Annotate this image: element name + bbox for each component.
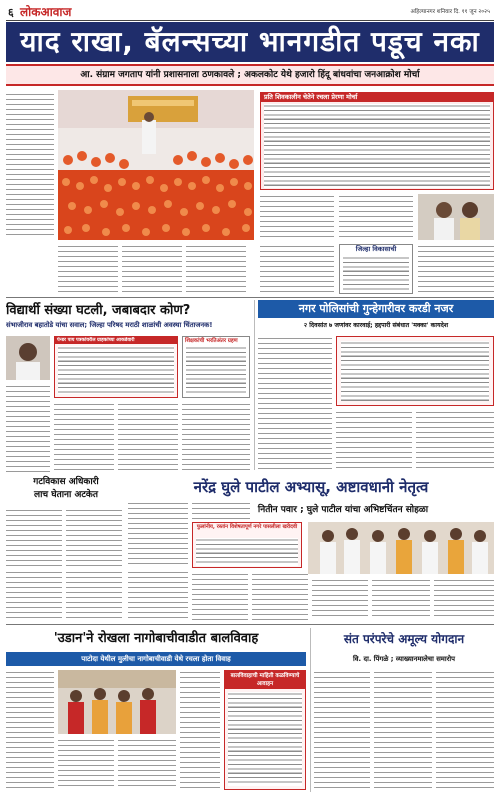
flower-box	[192, 522, 302, 568]
section-divider-v1	[254, 300, 255, 470]
lead-body-col2	[58, 244, 118, 294]
masthead-logo: लोकआवाज	[20, 5, 72, 19]
flower-box-title: फुलांनीय, रस्तांन विशेषतापूर्ण नगरे पासलीला खरीदवी	[196, 524, 298, 530]
election-subhead: नितीन पवार ; घुले पाटील यांचा अभिष्टचिंतन सोहळा	[257, 505, 429, 515]
wardcard-headline: नगर पोलिसांची गुन्हेगारीवर करडी नजर	[258, 300, 494, 318]
saints-headline: संत परंपरेचे अमूल्य योगदान	[343, 632, 465, 646]
wardcard-box-text	[341, 341, 489, 401]
saints-body-col2	[374, 670, 432, 790]
students-body-col3	[118, 402, 178, 472]
lead-body-col4	[186, 244, 246, 294]
wardcard-subhead: २ दिवसांत ७ जणांवर कारवाई; हद्दपारी संबंधात 'मक्का' कायदेश	[303, 322, 449, 329]
nag-body-col2	[58, 738, 114, 790]
election-body-col3	[312, 578, 368, 620]
lead-body-col5	[260, 244, 334, 294]
wedding-photo-graphic	[58, 670, 176, 734]
lead-headline: याद राखा, बॅलन्सच्या भानगडीत पडूच नका	[6, 22, 494, 62]
bottom-section-rule	[6, 624, 494, 625]
nag-body-col3	[118, 738, 176, 790]
officer-body-col2	[66, 508, 122, 566]
students-side-box-title: शिक्षकांची भरतिअंतर ग्रहण	[185, 338, 238, 344]
students-photo	[6, 336, 50, 380]
crowd-photo-graphic	[58, 90, 254, 240]
wardcard-body-col2	[336, 410, 412, 470]
election-body-col2	[252, 572, 308, 620]
officer-body-col6	[66, 570, 122, 620]
students-body-col4	[182, 402, 250, 472]
students-table-box-title: पेन्डर पाय पत्रकांवरील ग्राहकांच्या आकडेवारी	[55, 337, 177, 344]
lead-photo	[58, 90, 254, 240]
notice-box-text	[228, 692, 302, 786]
lead-body-right-a	[260, 194, 334, 240]
city-box-title: जिल्हा विकासाची	[355, 245, 397, 253]
masthead-dateline: अहिल्यानगर शनिवार दि. ११ जून २०२५	[410, 9, 490, 15]
notice-box	[224, 670, 306, 790]
flower-box-text	[196, 538, 298, 566]
inline-photo	[418, 194, 494, 240]
election-photo	[308, 522, 494, 574]
election-body-col4	[372, 578, 430, 620]
nag-headline: 'उडान'ने रोखला नागोबाचीवाडीत बालविवाह	[53, 631, 259, 646]
nag-body-col4	[180, 670, 220, 790]
officer-headline-line2: लाच घेताना अटकेत	[34, 490, 98, 500]
lead-section-rule	[6, 297, 494, 298]
officer-body-col5	[6, 570, 62, 620]
nag-body-col1	[6, 670, 54, 790]
masthead-rule	[6, 20, 494, 21]
wardcard-body-col1	[258, 336, 332, 470]
wardcard-body-col3	[416, 410, 494, 470]
election-headline: नरेंद्र घुले पाटील अभ्यासू, अष्टावधानी नेतृत्व	[128, 474, 494, 500]
election-body-col5	[434, 578, 494, 620]
nag-subhead: पाटोदा येथील मुलीचा नागोबाचीवाडी येथे रचला होता विवाह	[6, 652, 306, 666]
felicitation-photo-graphic	[308, 522, 494, 574]
portrait-graphic	[418, 194, 494, 240]
students-table-grid	[58, 346, 174, 394]
students-table-box	[54, 336, 178, 398]
lead-body-col1	[6, 92, 54, 239]
lead-body-col6	[418, 244, 494, 294]
saints-body-col3	[436, 670, 494, 790]
officer-body-col7	[128, 570, 188, 620]
students-subhead: संभाजीराव बहातोडे यांचा सवाल; जिल्हा परिषद मराठी शाळांची अवस्था चिंताजनक!	[6, 321, 213, 329]
headshot-graphic	[6, 336, 50, 380]
officer-body-col1	[6, 508, 62, 566]
nag-photo	[58, 670, 176, 734]
wardcard-box	[336, 336, 494, 406]
students-body-col1	[6, 384, 50, 472]
notice-box-title: बालविवाहाची माहिती कळविण्याचे आवाहन	[225, 671, 305, 689]
students-side-box	[182, 336, 250, 398]
saints-body-col1	[314, 670, 370, 790]
saints-subhead: वि. दा. पिंगळे ; व्याख्यानमालेचा समारोप	[352, 655, 456, 663]
officer-headline	[6, 476, 126, 506]
students-body-col2	[54, 402, 114, 472]
officer-headline-line1: गटविकास अधिकारी	[33, 477, 99, 487]
city-box-text	[343, 256, 409, 290]
page-number: ६	[8, 6, 14, 19]
lead-info-box-title: प्रति शिवकालीन चेतेने रचला प्रेरणा मोर्चा	[261, 93, 493, 102]
students-headline: विद्यार्थी संख्या घटली, जबाबदार कोण?	[6, 303, 191, 318]
section-divider-v2	[310, 628, 311, 792]
city-box	[339, 244, 413, 294]
lead-body-right-b	[339, 194, 413, 240]
lead-body-col3	[122, 244, 182, 294]
lead-info-box	[260, 92, 494, 190]
lead-subhead: आ. संग्राम जगताप यांनी प्रशासनाला ठणकावले ; अकलकोट येथे हजारो हिंदू बांधवांचा जनआक्रोश मोर्चा	[6, 64, 494, 86]
students-side-box-text	[186, 346, 246, 396]
lead-info-box-text	[264, 104, 490, 188]
election-body-col1	[192, 572, 248, 620]
